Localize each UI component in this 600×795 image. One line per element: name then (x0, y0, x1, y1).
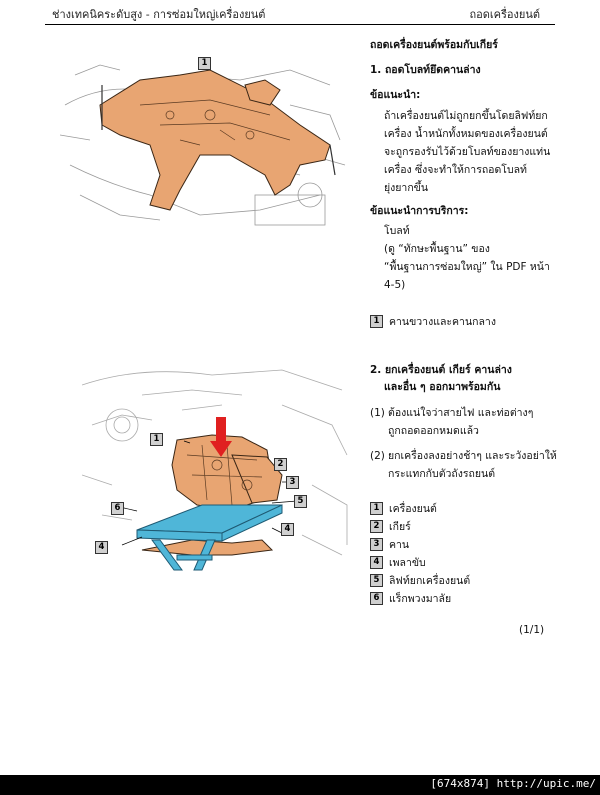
legend-number: 4 (370, 556, 383, 569)
service-title: ข้อแนะนำการบริการ: (370, 205, 469, 217)
legend-number: 1 (370, 502, 383, 515)
legend-number: 3 (370, 538, 383, 551)
advice-line: จะถูกรองรับไว้ด้วยโบลท์ของยางแท่น (384, 146, 551, 158)
legend-number: 6 (370, 592, 383, 605)
figure2-callout-5: 5 (294, 495, 307, 508)
legend-label: แร็กพวงมาลัย (389, 592, 452, 605)
figure2-callout-2: 2 (274, 458, 287, 471)
service-line: โบลท์ (384, 225, 410, 237)
advice-line: เครื่อง ซึ่งจะทำให้การถอดโบลท์ (384, 164, 527, 176)
substep-number: (2) (370, 450, 385, 462)
figure2-callout-6: 6 (111, 502, 124, 515)
substep-line: ถูกถอดออกหมดแล้ว (388, 425, 479, 437)
legend-label: เพลาขับ (389, 556, 426, 569)
section-title: ถอดเครื่องยนต์พร้อมกับเกียร์ (370, 39, 498, 51)
legend-item (370, 590, 451, 606)
legend-label: เกียร์ (389, 520, 411, 533)
image-host-footer (0, 775, 600, 795)
legend-item (370, 572, 470, 588)
advice-line: เครื่อง น้ำหนักทั้งหมดของเครื่องยนต์ (384, 128, 548, 140)
advice-line: ยุ่งยากขึ้น (384, 182, 429, 194)
figure2-callout-1: 1 (150, 433, 163, 446)
substep-line: ยกเครื่องลงอย่างช้าๆ และระวังอย่าให้ (388, 450, 557, 462)
header-right: ถอดเครื่องยนต์ (469, 8, 540, 21)
advice-title: ข้อแนะนำ: (370, 89, 421, 101)
service-line: 4-5) (384, 279, 406, 291)
substep-line: ต้องแน่ใจว่าสายไฟ และท่อต่างๆ (388, 407, 534, 419)
legend-label: คานขวางและคานกลาง (389, 315, 496, 328)
step1-title: 1. ถอดโบลท์ยึดคานล่าง (370, 64, 481, 76)
legend-label: คาน (389, 538, 410, 551)
figure-engine-lift (82, 365, 352, 575)
figure2-callout-3: 3 (286, 476, 299, 489)
legend-label: เครื่องยนต์ (389, 502, 437, 515)
figure2-callout-4: 4 (281, 523, 294, 536)
figure-crossmember (60, 45, 350, 235)
figure2-callout-4: 4 (95, 541, 108, 554)
advice-line: ถ้าเครื่องยนต์ไม่ถูกยกขึ้นโดยลิฟท์ยก (384, 110, 548, 122)
legend-item (370, 313, 496, 329)
page-number: (1/1) (519, 624, 545, 636)
legend-item (370, 554, 426, 570)
legend-number: 1 (370, 315, 383, 328)
legend-number: 2 (370, 520, 383, 533)
substep-number: (1) (370, 407, 385, 419)
footer-text: [674x874] http://upic.me/ (430, 777, 596, 790)
step2-title-line: และอื่น ๆ ออกมาพร้อมกัน (384, 381, 501, 393)
header-left: ช่างเทคนิคระดับสูง - การซ่อมใหญ่เครื่องยนต์ (52, 8, 266, 21)
step2-title-line: 2. ยกเครื่องยนต์ เกียร์ คานล่าง (370, 364, 512, 376)
header-divider (45, 24, 555, 25)
figure1-callout-1: 1 (198, 57, 211, 70)
service-line: “พื้นฐานการซ่อมใหญ่” ใน PDF หน้า (384, 261, 550, 273)
service-line: (ดู “ทักษะพื้นฐาน” ของ (384, 243, 490, 255)
legend-item (370, 518, 411, 534)
legend-number: 5 (370, 574, 383, 587)
legend-label: ลิฟท์ยกเครื่องยนต์ (389, 574, 471, 587)
legend-item (370, 536, 409, 552)
legend-item (370, 500, 437, 516)
substep-line: กระแทกกับตัวถังรถยนต์ (388, 468, 496, 480)
